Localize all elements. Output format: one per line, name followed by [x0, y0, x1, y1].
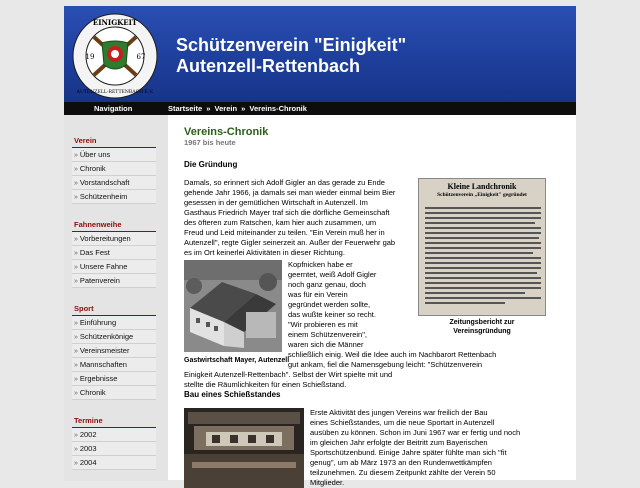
- sidebar-item-label: Vorbereitungen: [79, 234, 131, 243]
- sidebar-group-termine: [72, 415, 156, 470]
- text-line: Mitglieder.: [310, 478, 345, 487]
- text-line: gesessen in der gemütlichen Wirtschaft in Autenzell. Im: [184, 198, 368, 207]
- chevron-right-icon: »: [74, 446, 80, 453]
- text-line: Freud und Leid miteinander zu teilen. "Ein Verein muß her in: [184, 228, 385, 237]
- clipping-caption: [418, 318, 546, 336]
- text-line: im gleichen Jahr erfolgte der Beitritt zum Bayerischen: [310, 438, 488, 447]
- paragraph-schiessstand: [310, 408, 556, 488]
- chevron-right-icon: »: [74, 278, 80, 285]
- text-line: des öfteren zum Ratschen, kam hier auch zusammen, um: [184, 218, 377, 227]
- sidebar-heading: Termine: [72, 415, 156, 428]
- sidebar-item-schuetzenheim[interactable]: [72, 190, 156, 204]
- sidebar-item-unsere-fahne[interactable]: [72, 260, 156, 274]
- paragraph-verein-cont: [184, 350, 524, 390]
- inn-photo-caption: Gastwirtschaft Mayer, Autenzell: [184, 357, 290, 364]
- text-line: Kopfnicken habe er: [288, 260, 353, 269]
- chevron-right-icon: »: [74, 348, 80, 355]
- sidebar-item-ergebnisse[interactable]: [72, 372, 156, 386]
- text-line: einem Schützenverein",: [288, 330, 367, 339]
- sidebar-item-patenverein[interactable]: [72, 274, 156, 288]
- text-line: noch ganz genau, doch: [288, 280, 366, 289]
- text-line: gehende Jahr 1966, ja damals sei man wieder einmal beim Bier: [184, 188, 396, 197]
- sidebar-item-label: Über uns: [79, 150, 111, 159]
- clipping-text-lines: [419, 205, 547, 315]
- shooting-range-photo[interactable]: [184, 408, 304, 488]
- text-line: es im Ort keinerlei Aktivitäten in dieser Richtung.: [184, 248, 345, 257]
- site-header: [64, 6, 576, 102]
- sidebar-item-label: Schützenheim: [79, 192, 128, 201]
- chevron-right-icon: »: [74, 432, 80, 439]
- sidebar-heading: Sport: [72, 303, 156, 316]
- sidebar-item-label: 2002: [79, 430, 97, 439]
- navigation-label: Navigation: [94, 104, 133, 113]
- text-line: Autenzell", regte Gigler seinerzeit an. Außer der Feuerwehr gab: [184, 238, 396, 247]
- logo-right-number: 67: [136, 53, 146, 61]
- text-line: geerntet, weiß Adolf Gigler: [288, 270, 377, 279]
- text-line: Gasthaus Friedrich Mayer traf sich die dörfliche Gemeinschaft: [184, 208, 390, 217]
- text-line: das wußte keiner so recht.: [288, 310, 376, 319]
- club-logo[interactable]: [72, 13, 158, 99]
- chevron-right-icon: »: [74, 264, 80, 271]
- logo-bottom-text: AUTENZELL-RETTENBACH E.V.: [76, 90, 154, 95]
- sidebar-item-ueber-uns[interactable]: [72, 148, 156, 162]
- sidebar-heading: Fahnenweihe: [72, 219, 156, 232]
- text-line: schließlich einig. Weil die Idee auch im Nachbarort Rettenbach: [288, 350, 497, 359]
- sidebar-item-sport-chronik[interactable]: [72, 386, 156, 400]
- section-heading-schiessstand: Bau eines Schießstandes: [184, 390, 281, 399]
- site-title-line2: Autenzell-Rettenbach: [176, 56, 361, 76]
- logo-left-number: 19: [85, 53, 95, 61]
- paragraph-gruendung: [184, 178, 412, 258]
- sidebar: [64, 115, 168, 481]
- paragraph-verein: [288, 260, 418, 350]
- newspaper-clipping-figure: [418, 178, 546, 336]
- sidebar-group-sport: [72, 303, 156, 400]
- sidebar-item-label: 2004: [79, 458, 97, 467]
- sidebar-item-vereinsmeister[interactable]: [72, 344, 156, 358]
- sidebar-item-label: Das Fest: [79, 248, 110, 257]
- sidebar-item-das-fest[interactable]: [72, 246, 156, 260]
- text-line: Sportschützenbund. Einige Jahre später fühlte man sich "fit: [310, 448, 507, 457]
- text-line: teilzunehmen. Zu diesem Zeitpunkt zählte der Verein 50: [310, 468, 496, 477]
- newspaper-clipping-image[interactable]: [418, 178, 546, 316]
- clipping-subhead: Schützenverein „Einigkeit" gegründet: [437, 192, 527, 198]
- sidebar-item-schuetzenkoenige[interactable]: [72, 330, 156, 344]
- text-line: "Wir probieren es mit: [288, 320, 358, 329]
- chevron-right-icon: »: [74, 320, 80, 327]
- sidebar-item-label: 2003: [79, 444, 97, 453]
- sidebar-heading: Verein: [72, 135, 156, 148]
- chevron-right-icon: »: [74, 194, 80, 201]
- sidebar-item-label: Mannschaften: [79, 360, 127, 369]
- page: [64, 6, 576, 487]
- sidebar-item-label: Schützenkönige: [79, 332, 134, 341]
- text-line: was für ein Verein: [288, 290, 348, 299]
- chevron-right-icon: »: [74, 152, 80, 159]
- sidebar-item-label: Chronik: [79, 164, 106, 173]
- clipping-caption-line1: Zeitungsbericht zur: [449, 319, 515, 326]
- sidebar-item-label: Unsere Fahne: [79, 262, 128, 271]
- text-line: gut ankam, fiel die Namensgebung leicht: "Schützenverein: [288, 360, 483, 369]
- chevron-right-icon: »: [74, 390, 80, 397]
- sidebar-item-2004[interactable]: [72, 456, 156, 470]
- chevron-right-icon: »: [74, 166, 80, 173]
- text-line: genug", um ab März 1973 an den Rundenwettkämpfen: [310, 458, 492, 467]
- sidebar-item-chronik[interactable]: [72, 162, 156, 176]
- section-heading-gruendung: Die Gründung: [184, 160, 238, 169]
- sidebar-item-label: Ergebnisse: [79, 374, 118, 383]
- inn-photo[interactable]: [184, 260, 282, 352]
- site-title: [176, 35, 406, 77]
- text-line: eines Schießstandes, um die neue Sportart in Autenzell: [310, 418, 495, 427]
- sidebar-item-label: Vereinsmeister: [79, 346, 130, 355]
- clipping-caption-line2: Vereinsgründung: [453, 328, 511, 335]
- sidebar-item-label: Vorstandschaft: [79, 178, 130, 187]
- chevron-right-icon: »: [74, 334, 80, 341]
- sidebar-group-fahnenweihe: [72, 219, 156, 288]
- chevron-right-icon: »: [74, 236, 80, 243]
- sidebar-item-label: Chronik: [79, 388, 106, 397]
- logo-top-text: EINIGKEIT: [92, 18, 138, 27]
- text-line: waren sich die Männer: [288, 340, 364, 349]
- breadcrumb-separator: »: [206, 104, 211, 113]
- sidebar-item-mannschaften[interactable]: [72, 358, 156, 372]
- text-line: stellte die Räumlichkeiten für einen Schießstand.: [184, 380, 347, 389]
- breadcrumb-startseite-link[interactable]: Startseite: [168, 104, 203, 113]
- sidebar-group-verein: [72, 135, 156, 204]
- navigation-bar: [64, 102, 576, 115]
- chevron-right-icon: »: [74, 376, 80, 383]
- chevron-right-icon: »: [74, 180, 80, 187]
- page-title: Vereins-Chronik: [184, 126, 269, 138]
- chevron-right-icon: »: [74, 250, 80, 257]
- sidebar-item-label: Einführung: [79, 318, 117, 327]
- site-title-line1: Schützenverein "Einigkeit": [176, 35, 407, 55]
- page-subtitle: 1967 bis heute: [184, 138, 236, 147]
- clipping-headline: Kleine Landchronik: [447, 182, 517, 191]
- sidebar-item-vorstandschaft[interactable]: [72, 176, 156, 190]
- sidebar-item-einfuehrung[interactable]: [72, 316, 156, 330]
- sidebar-item-2003[interactable]: [72, 442, 156, 456]
- text-line: Einigkeit Autenzell-Rettenbach". Selbst der Wirt spielte mit und: [184, 370, 393, 379]
- text-line: gegründet werden sollte,: [288, 300, 371, 309]
- sidebar-item-label: Patenverein: [79, 276, 120, 285]
- breadcrumb-verein-link[interactable]: Verein: [214, 104, 238, 113]
- chevron-right-icon: »: [74, 362, 80, 369]
- chevron-right-icon: »: [74, 460, 80, 467]
- sidebar-item-vorbereitungen[interactable]: [72, 232, 156, 246]
- text-line: Erste Aktivität des jungen Vereins war freilich der Bau: [310, 408, 488, 417]
- breadcrumb: [168, 102, 309, 115]
- breadcrumb-current[interactable]: Vereins-Chronik: [249, 104, 307, 113]
- sidebar-item-2002[interactable]: [72, 428, 156, 442]
- breadcrumb-separator: »: [241, 104, 246, 113]
- text-line: ausüben zu können. Schon im Juni 1967 war er fertig und noch: [310, 428, 521, 437]
- text-line: Damals, so erinnert sich Adolf Gigler an das gerade zu Ende: [184, 178, 385, 187]
